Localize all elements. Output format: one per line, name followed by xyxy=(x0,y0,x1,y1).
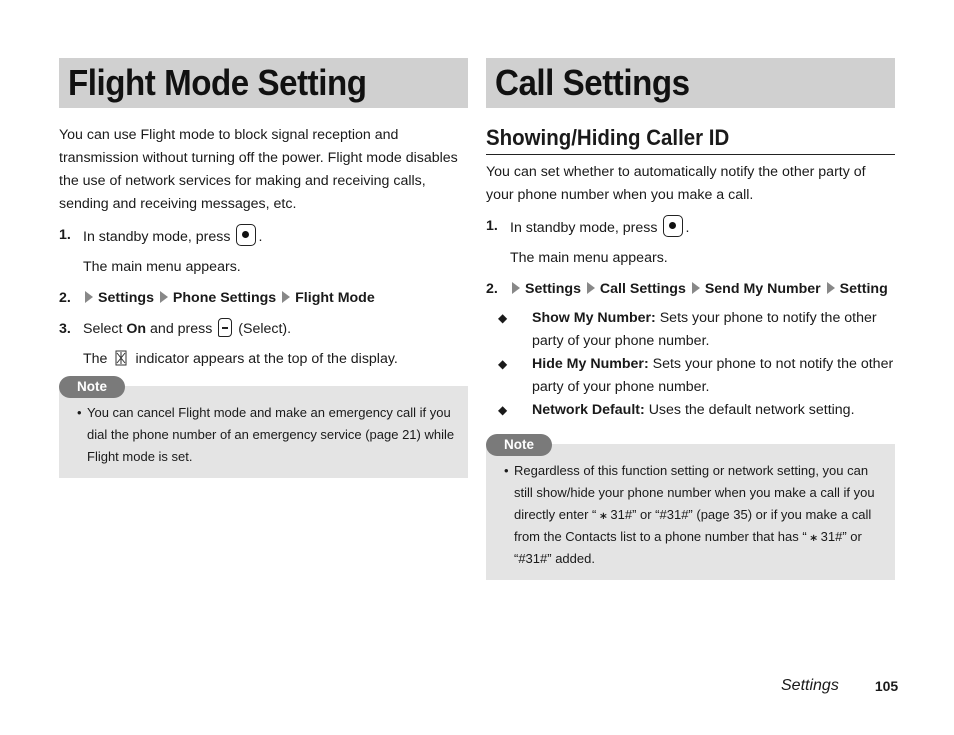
option-item xyxy=(486,353,895,399)
note-block xyxy=(486,437,895,580)
step-text: In standby mode, press xyxy=(83,229,231,245)
option-desc: Uses the default network setting. xyxy=(648,402,855,418)
note-box xyxy=(59,386,468,478)
step-text-end: (Select). xyxy=(238,321,292,337)
option-label: Show My Number: xyxy=(532,310,656,326)
page-footer xyxy=(781,677,898,695)
left-soft-key-icon xyxy=(218,318,232,337)
diamond-bullet-icon: ◆ xyxy=(498,357,508,371)
flight-mode-indicator-icon xyxy=(115,350,127,366)
note-bullet: • xyxy=(77,405,82,420)
step-text: In standby mode, press xyxy=(510,220,658,236)
note-text: You can cancel Flight mode and make an emergency call if you dial the phone number of an emergency service (page 21) while Flight mode is set. xyxy=(87,405,455,464)
flight-mode-section xyxy=(59,58,468,478)
option-item xyxy=(486,307,895,353)
option-desc: Sets your phone to notify the other party of your phone number. xyxy=(532,310,877,349)
diamond-bullet-icon: ◆ xyxy=(498,311,508,325)
asterisk-key-icon: ⁎ xyxy=(810,529,818,544)
section-title-bar xyxy=(486,58,895,108)
menu-path-item: Flight Mode xyxy=(295,290,375,306)
step-text-end: . xyxy=(685,220,690,236)
step-1-result: The main menu appears. xyxy=(83,259,241,275)
menu-path-item: Setting xyxy=(839,281,888,297)
step-number: 1. xyxy=(486,218,498,234)
subsection-heading-text: Showing/Hiding Caller ID xyxy=(486,125,730,150)
intro-paragraph: You can use Flight mode to block signal reception and transmission without turning off the power. Flight mode disables the use of network services for making and receiving calls, sending and receiving messages, etc. xyxy=(59,127,458,212)
footer-section-name: Settings xyxy=(781,677,839,694)
option-list xyxy=(486,307,895,422)
step-text: and press xyxy=(150,321,213,337)
section-title-bar xyxy=(59,58,468,108)
menu-arrow-icon xyxy=(282,291,290,303)
option-desc: Sets your phone to not notify the other party of your phone number. xyxy=(532,356,894,395)
menu-path-item: Call Settings xyxy=(599,281,686,297)
menu-path-item: Phone Settings xyxy=(172,290,277,306)
asterisk-key-icon: ⁎ xyxy=(599,507,607,522)
step-1 xyxy=(486,215,895,240)
menu-arrow-icon xyxy=(827,282,835,294)
section-title: Flight Mode Setting xyxy=(68,62,367,103)
menu-arrow-icon xyxy=(692,282,700,294)
result-text: The xyxy=(83,351,108,367)
menu-arrow-icon xyxy=(512,282,520,294)
step-number: 3. xyxy=(59,321,71,337)
result-text: indicator appears at the top of the display. xyxy=(135,351,398,367)
diamond-bullet-icon: ◆ xyxy=(498,403,508,417)
step-text-end: . xyxy=(258,229,263,245)
step-number: 1. xyxy=(59,227,71,243)
option-item xyxy=(486,399,895,422)
menu-path-item: Settings xyxy=(98,290,154,306)
step-3-result xyxy=(83,348,468,371)
step-3 xyxy=(59,318,468,341)
step-2 xyxy=(59,287,468,310)
option-on: On xyxy=(126,321,147,337)
option-label: Network Default: xyxy=(532,402,645,418)
note-badge: Note xyxy=(486,434,552,456)
page-number: 105 xyxy=(874,678,899,694)
note-text: 31#” or “#31#” added. xyxy=(514,529,862,566)
note-block xyxy=(59,379,468,478)
menu-path-item: Send My Number xyxy=(704,281,821,297)
subsection-heading xyxy=(486,125,895,155)
step-1 xyxy=(59,224,468,249)
section-title: Call Settings xyxy=(495,62,690,103)
step-number: 2. xyxy=(59,290,71,306)
menu-arrow-icon xyxy=(587,282,595,294)
note-text: 31#” or “#31#” (page 35) or if you make a call from the Contacts list to a phone number that has “ xyxy=(514,507,872,544)
step-number: 2. xyxy=(486,281,498,297)
call-settings-section xyxy=(486,58,895,580)
step-2 xyxy=(486,278,895,301)
menu-arrow-icon xyxy=(160,291,168,303)
menu-arrow-icon xyxy=(85,291,93,303)
step-text: Select xyxy=(83,321,123,337)
step-1-result: The main menu appears. xyxy=(510,250,668,266)
center-key-icon xyxy=(236,224,256,246)
note-badge: Note xyxy=(59,376,125,398)
option-label: Hide My Number: xyxy=(532,356,649,372)
note-bullet: • xyxy=(504,463,509,478)
intro-paragraph: You can set whether to automatically notify the other party of your phone number when you make a call. xyxy=(486,164,866,203)
note-item xyxy=(77,402,458,468)
note-text: Regardless of this function setting or network setting, you can still show/hide your phone number when you make a call if you directly enter “ xyxy=(514,463,875,522)
note-item xyxy=(504,460,885,570)
center-key-icon xyxy=(663,215,683,237)
note-box xyxy=(486,444,895,580)
menu-path-item: Settings xyxy=(525,281,581,297)
